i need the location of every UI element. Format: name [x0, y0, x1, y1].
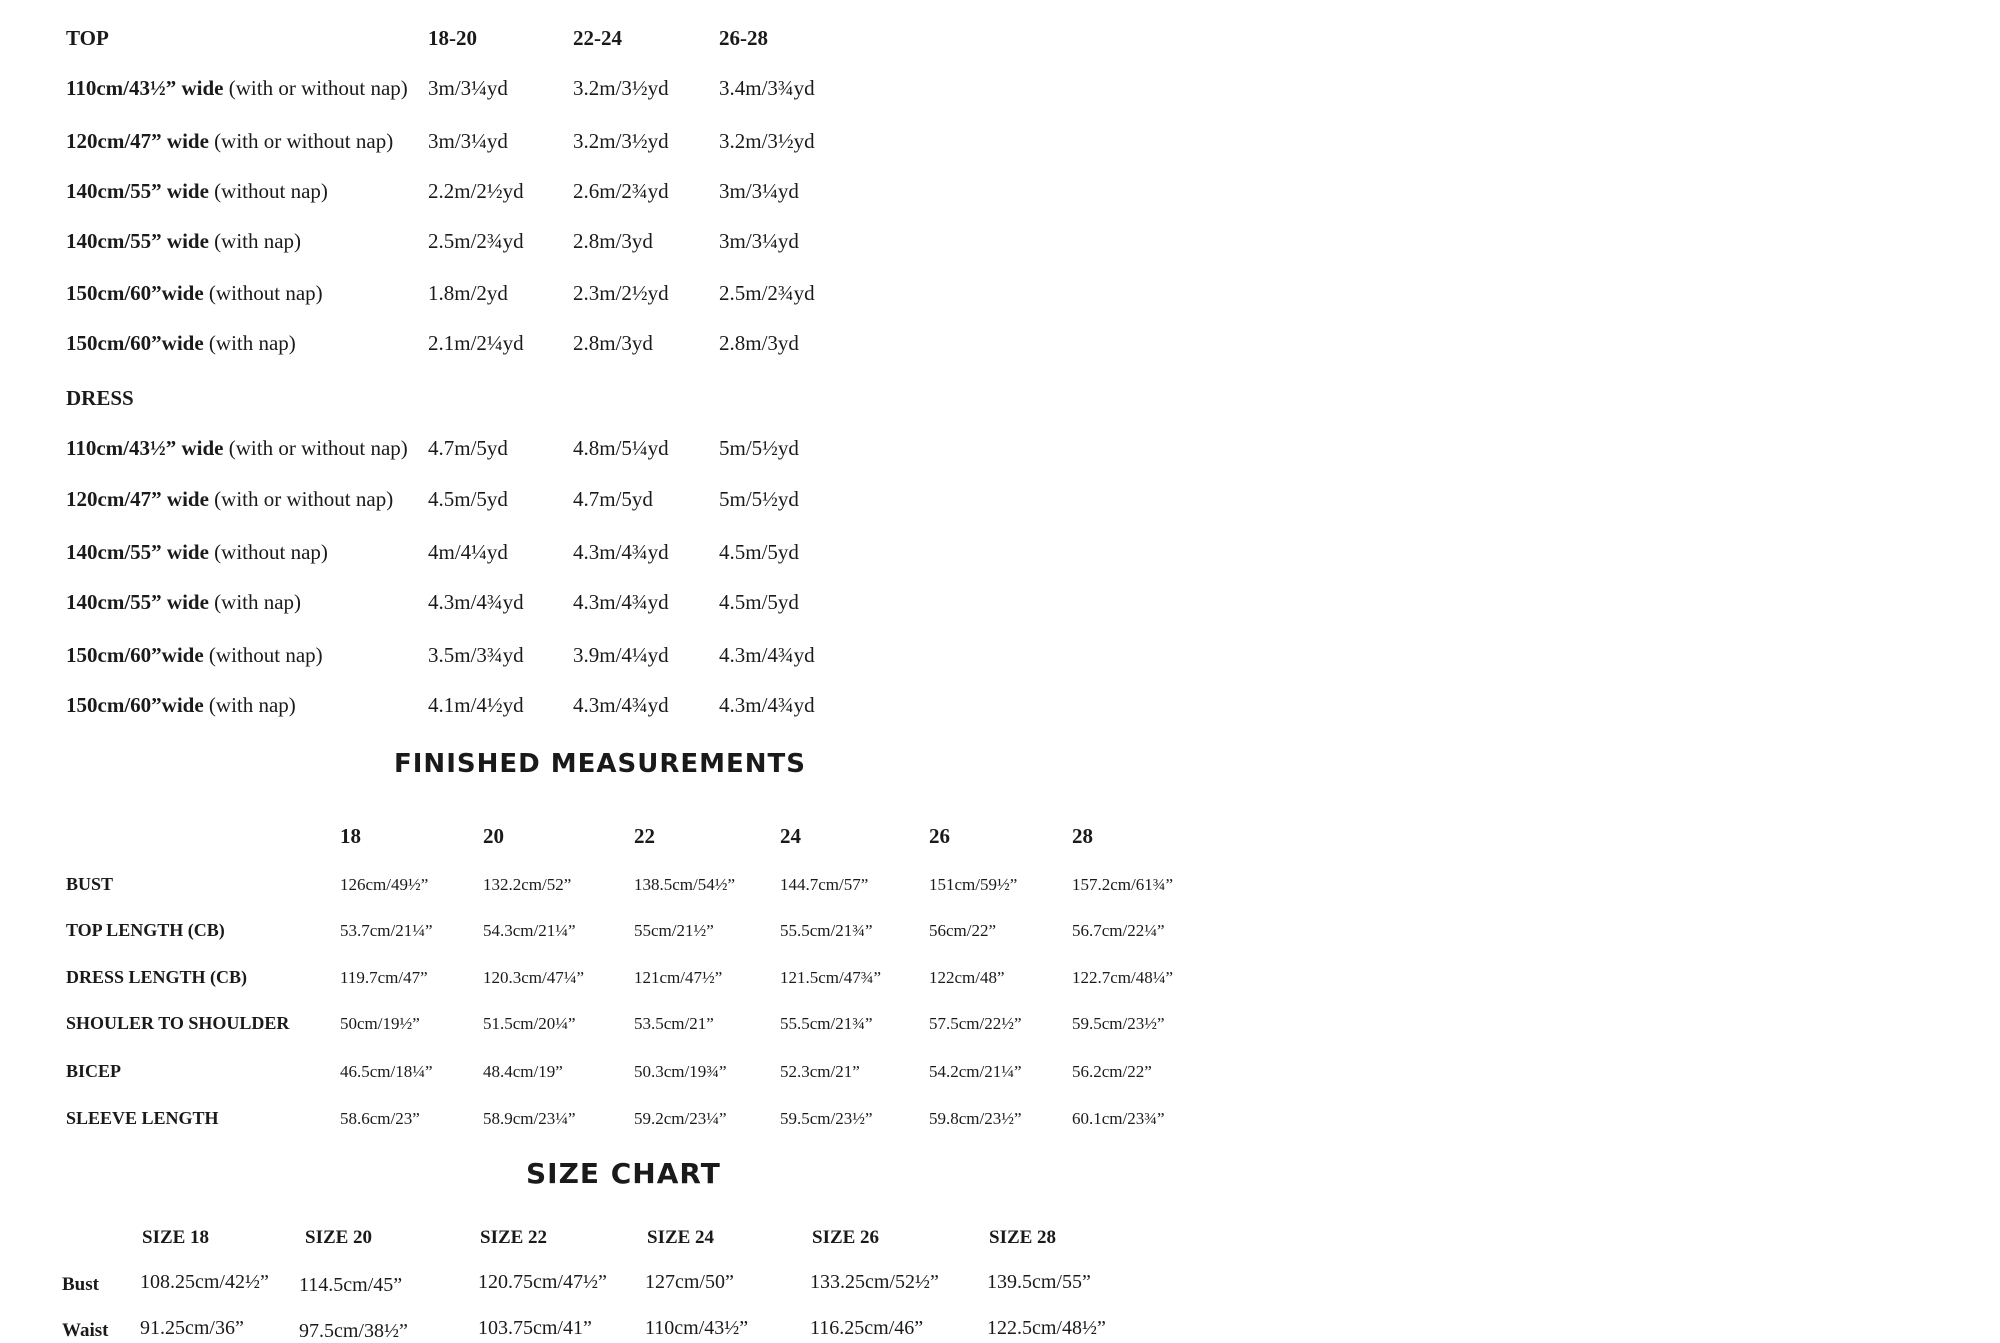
- size-chart-value: 97.5cm/38½”: [299, 1320, 408, 1342]
- yardage-value: 4.5m/5yd: [428, 487, 508, 511]
- fm-value: 59.8cm/23½”: [929, 1109, 1022, 1128]
- fm-row-label: TOP LENGTH (CB): [66, 920, 225, 940]
- size-chart-header: SIZE 24: [647, 1227, 715, 1248]
- fm-value: 51.5cm/20¼”: [483, 1014, 576, 1033]
- fabric-width-label: [66, 693, 296, 718]
- yardage-value: 4.8m/5¼yd: [573, 436, 669, 460]
- size-chart-row-label: Waist: [62, 1320, 109, 1341]
- yardage-value: 2.6m/2¾yd: [573, 179, 669, 203]
- fm-value: 157.2cm/61¾”: [1072, 875, 1174, 894]
- fabric-width-label: [66, 229, 301, 254]
- fabric-width-label: [66, 436, 408, 461]
- fm-row-label: BICEP: [66, 1061, 122, 1081]
- nap-note: (without nap): [208, 643, 323, 667]
- fm-value: 56cm/22”: [929, 921, 997, 940]
- nap-note: (without nap): [214, 179, 328, 203]
- yardage-value: 3.2m/3½yd: [573, 76, 669, 100]
- fm-value: 54.3cm/21¼”: [483, 921, 576, 940]
- nap-note: (without nap): [208, 281, 323, 305]
- yardage-value: 3.5m/3¾yd: [428, 643, 524, 667]
- yardage-value: 3m/3¼yd: [428, 129, 508, 153]
- fabric-width: 120cm/47” wide: [66, 487, 209, 511]
- size-chart-header: SIZE 28: [989, 1227, 1057, 1248]
- fabric-width-label: [66, 331, 296, 356]
- size-chart-row-label: Bust: [62, 1274, 99, 1295]
- fm-value: 59.5cm/23½”: [780, 1109, 873, 1128]
- yardage-value: 3m/3¼yd: [719, 229, 799, 253]
- yardage-value: 2.2m/2½yd: [428, 179, 524, 203]
- yardage-value: 4m/4¼yd: [428, 540, 508, 564]
- fm-value: 55.5cm/21¾”: [780, 921, 873, 940]
- yardage-value: 4.7m/5yd: [573, 487, 653, 511]
- nap-note: (with nap): [208, 331, 296, 355]
- fabric-width-label: [66, 281, 323, 306]
- yardage-value: 4.7m/5yd: [428, 436, 508, 460]
- fm-row-label: DRESS LENGTH (CB): [66, 967, 248, 987]
- fm-value: 60.1cm/23¾”: [1072, 1109, 1165, 1128]
- yardage-value: 2.8m/3yd: [719, 331, 799, 355]
- fabric-width-label: [66, 76, 408, 101]
- fabric-width: 150cm/60”wide: [66, 693, 204, 717]
- fm-value: 54.2cm/21¼”: [929, 1062, 1022, 1081]
- finished-measurements-title: FINISHED MEASUREMENTS: [394, 749, 806, 779]
- yardage-size-header: 26-28: [719, 26, 768, 50]
- fabric-width: 140cm/55” wide: [66, 540, 209, 564]
- fm-value: 55.5cm/21¾”: [780, 1014, 873, 1033]
- size-chart-title: SIZE CHART: [526, 1157, 721, 1190]
- fm-value: 56.2cm/22”: [1072, 1062, 1152, 1081]
- size-chart-value: 114.5cm/45”: [299, 1274, 403, 1296]
- nap-note: (with or without nap): [228, 436, 408, 460]
- fm-size-header: 18: [340, 824, 361, 848]
- fm-value: 58.9cm/23¼”: [483, 1109, 576, 1128]
- fabric-width: 150cm/60”wide: [66, 643, 204, 667]
- yardage-value: 3.2m/3½yd: [719, 129, 815, 153]
- fm-value: 59.5cm/23½”: [1072, 1014, 1165, 1033]
- fm-value: 122cm/48”: [929, 968, 1005, 987]
- yardage-value: 3.9m/4¼yd: [573, 643, 669, 667]
- fabric-width: 150cm/60”wide: [66, 281, 204, 305]
- size-chart-value: 127cm/50”: [645, 1271, 734, 1293]
- yardage-value: 2.5m/2¾yd: [428, 229, 524, 253]
- fm-value: 58.6cm/23”: [340, 1109, 420, 1128]
- size-chart-value: 139.5cm/55”: [987, 1271, 1091, 1293]
- fm-row-label: SHOULER TO SHOULDER: [66, 1013, 290, 1033]
- fm-value: 48.4cm/19”: [483, 1062, 563, 1081]
- yardage-value: 2.1m/2¼yd: [428, 331, 524, 355]
- yardage-value: 4.3m/4¾yd: [573, 693, 669, 717]
- fabric-width: 120cm/47” wide: [66, 129, 209, 153]
- fm-value: 121.5cm/47¾”: [780, 968, 882, 987]
- fabric-width: 140cm/55” wide: [66, 179, 209, 203]
- fabric-width-label: [66, 540, 328, 565]
- yardage-value: 1.8m/2yd: [428, 281, 508, 305]
- size-chart-value: 91.25cm/36”: [140, 1317, 244, 1339]
- fm-value: 57.5cm/22½”: [929, 1014, 1022, 1033]
- nap-note: (with or without nap): [214, 129, 394, 153]
- fm-value: 119.7cm/47”: [340, 968, 428, 987]
- yardage-value: 2.8m/3yd: [573, 229, 653, 253]
- fm-value: 59.2cm/23¼”: [634, 1109, 727, 1128]
- fm-value: 53.5cm/21”: [634, 1014, 714, 1033]
- fabric-width: 150cm/60”wide: [66, 331, 204, 355]
- fm-row-label: BUST: [66, 874, 114, 894]
- size-chart-value: 120.75cm/47½”: [478, 1271, 607, 1293]
- fm-size-header: 26: [929, 824, 950, 848]
- dress-section-title: DRESS: [66, 386, 134, 410]
- fabric-width-label: [66, 179, 328, 204]
- fm-value: 56.7cm/22¼”: [1072, 921, 1165, 940]
- yardage-value: 4.5m/5yd: [719, 540, 799, 564]
- fm-size-header: 20: [483, 824, 504, 848]
- fm-value: 50cm/19½”: [340, 1014, 420, 1033]
- fm-value: 121cm/47½”: [634, 968, 723, 987]
- fabric-width: 140cm/55” wide: [66, 590, 209, 614]
- yardage-value: 3m/3¼yd: [428, 76, 508, 100]
- yardage-value: 5m/5½yd: [719, 436, 799, 460]
- size-chart-header: SIZE 18: [142, 1227, 210, 1248]
- size-chart-value: 103.75cm/41”: [478, 1317, 592, 1339]
- fm-value: 144.7cm/57”: [780, 875, 869, 894]
- yardage-value: 4.3m/4¾yd: [719, 693, 815, 717]
- fm-value: 52.3cm/21”: [780, 1062, 860, 1081]
- yardage-value: 4.3m/4¾yd: [573, 540, 669, 564]
- fm-value: 120.3cm/47¼”: [483, 968, 585, 987]
- yardage-value: 4.3m/4¾yd: [573, 590, 669, 614]
- yardage-value: 4.3m/4¾yd: [428, 590, 524, 614]
- fm-value: 50.3cm/19¾”: [634, 1062, 727, 1081]
- fabric-width-label: [66, 590, 301, 615]
- fabric-width-label: [66, 643, 323, 668]
- yardage-value: 4.3m/4¾yd: [719, 643, 815, 667]
- yardage-size-header: 18-20: [428, 26, 477, 50]
- nap-note: (with or without nap): [228, 76, 408, 100]
- fabric-width: 140cm/55” wide: [66, 229, 209, 253]
- yardage-value: 3m/3¼yd: [719, 179, 799, 203]
- fm-value: 122.7cm/48¼”: [1072, 968, 1174, 987]
- fm-value: 53.7cm/21¼”: [340, 921, 433, 940]
- yardage-value: 2.8m/3yd: [573, 331, 653, 355]
- size-chart-header: SIZE 20: [305, 1227, 373, 1248]
- fabric-width: 110cm/43½” wide: [66, 76, 224, 100]
- nap-note: (without nap): [214, 540, 328, 564]
- size-chart-value: 110cm/43½”: [645, 1317, 749, 1339]
- fm-size-header: 28: [1072, 824, 1093, 848]
- size-chart-value: 108.25cm/42½”: [140, 1271, 269, 1293]
- fm-value: 126cm/49½”: [340, 875, 429, 894]
- yardage-size-header: 22-24: [573, 26, 622, 50]
- fm-value: 151cm/59½”: [929, 875, 1018, 894]
- fm-size-header: 24: [780, 824, 801, 848]
- yardage-value: 4.5m/5yd: [719, 590, 799, 614]
- nap-note: (with nap): [214, 229, 302, 253]
- fabric-width-label: [66, 487, 393, 512]
- nap-note: (with nap): [214, 590, 302, 614]
- fm-value: 138.5cm/54½”: [634, 875, 736, 894]
- fm-value: 55cm/21½”: [634, 921, 714, 940]
- size-chart-header: SIZE 22: [480, 1227, 548, 1248]
- yardage-value: 2.3m/2½yd: [573, 281, 669, 305]
- fm-row-label: SLEEVE LENGTH: [66, 1108, 219, 1128]
- fm-value: 46.5cm/18¼”: [340, 1062, 433, 1081]
- yardage-value: 2.5m/2¾yd: [719, 281, 815, 305]
- size-chart-value: 116.25cm/46”: [810, 1317, 924, 1339]
- size-chart-value: 133.25cm/52½”: [810, 1271, 939, 1293]
- yardage-value: 5m/5½yd: [719, 487, 799, 511]
- nap-note: (with nap): [208, 693, 296, 717]
- size-chart-value: 122.5cm/48½”: [987, 1317, 1106, 1339]
- yardage-value: 4.1m/4½yd: [428, 693, 524, 717]
- fabric-width: 110cm/43½” wide: [66, 436, 224, 460]
- size-chart-header: SIZE 26: [812, 1227, 880, 1248]
- top-section-title: TOP: [66, 26, 109, 50]
- yardage-value: 3.2m/3½yd: [573, 129, 669, 153]
- fm-size-header: 22: [634, 824, 655, 848]
- yardage-value: 3.4m/3¾yd: [719, 76, 815, 100]
- fm-value: 132.2cm/52”: [483, 875, 572, 894]
- fabric-width-label: [66, 129, 393, 154]
- nap-note: (with or without nap): [214, 487, 394, 511]
